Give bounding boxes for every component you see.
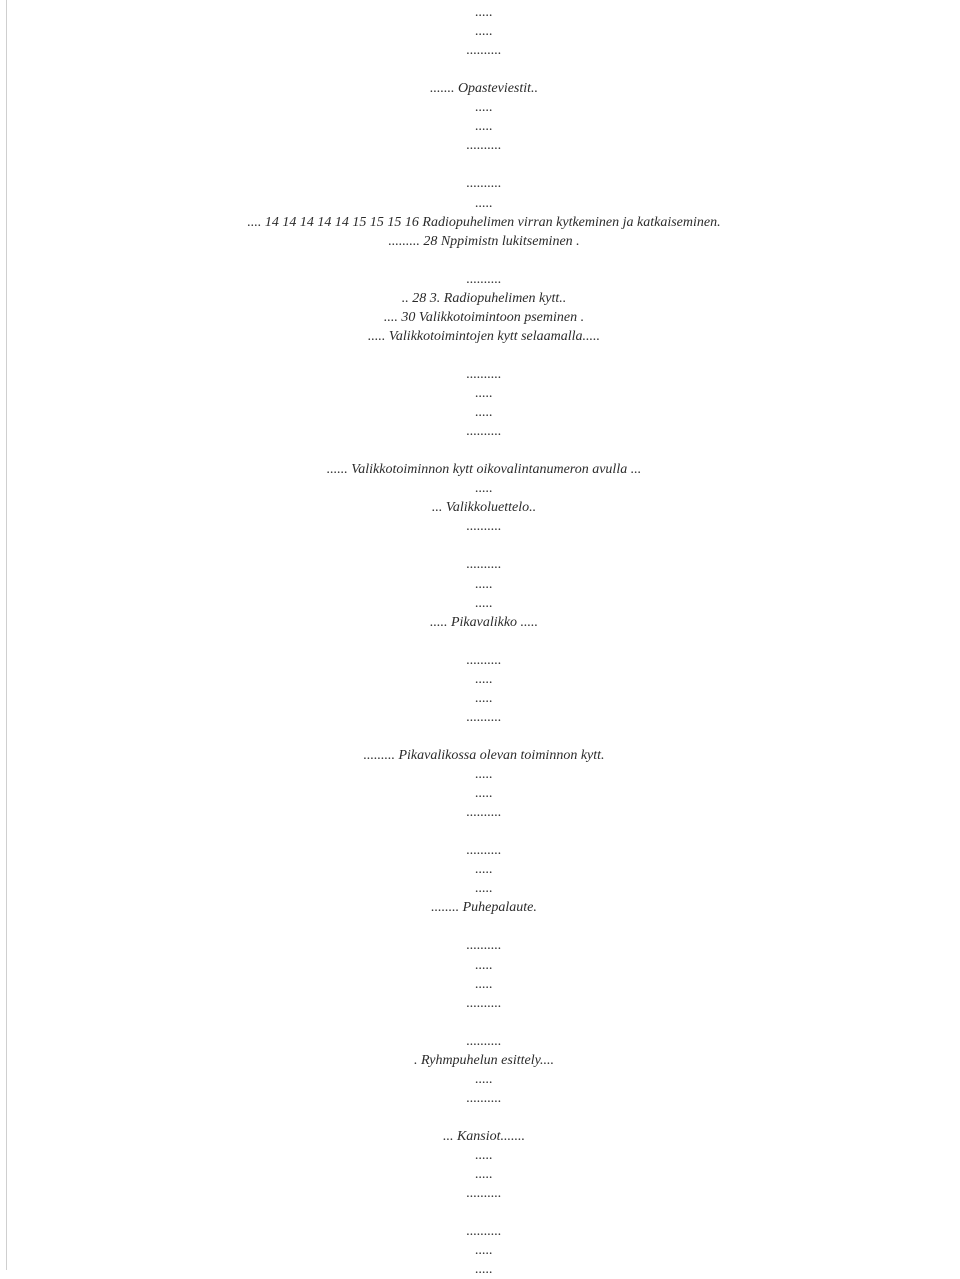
toc-line: ..... [475, 767, 493, 782]
toc-line: ..... [475, 386, 493, 401]
toc-line: ........ Puhepalaute. [431, 900, 537, 915]
toc-line: .......... [466, 176, 502, 191]
toc-line: .......... [466, 1224, 502, 1239]
toc-line: ..... [475, 119, 493, 134]
toc-line: ..... [475, 881, 493, 896]
toc-line [7, 537, 960, 555]
toc-line: .......... [466, 1091, 502, 1106]
toc-line: .......... [466, 1186, 502, 1201]
toc-line: ..... Pikavalikko ..... [429, 615, 539, 630]
toc-line: .. 28 3. Radiopuhelimen kytt.. [401, 291, 567, 306]
toc-line [7, 918, 960, 936]
toc-line [7, 347, 960, 365]
toc-line: .......... [466, 424, 502, 439]
toc-line: .......... [466, 843, 502, 858]
toc-line: ..... [475, 977, 493, 992]
toc-line: .... 14 14 14 14 14 15 15 15 16 Radiopuhelimen virran kytkeminen ja katkaiseminen. [247, 215, 721, 230]
document-page [6, 0, 960, 1277]
toc-line [7, 1204, 960, 1222]
toc-line [7, 442, 960, 460]
toc-line: ..... [475, 862, 493, 877]
toc-line: .... 30 Valikkotoimintoon pseminen . [383, 310, 585, 325]
toc-line: . Ryhmpuhelun esittely.... [413, 1053, 555, 1068]
toc-line: ..... [475, 672, 493, 687]
toc-line [7, 1014, 960, 1032]
toc-line [7, 633, 960, 651]
toc-line: ..... [475, 1148, 493, 1163]
toc-line: ......... Pikavalikossa olevan toiminnon kytt. [363, 748, 605, 763]
toc-line: ..... [475, 1243, 493, 1258]
toc-line: .......... [466, 805, 502, 820]
toc-line: ..... [475, 577, 493, 592]
toc-line: .......... [466, 653, 502, 668]
toc-line: .......... [466, 272, 502, 287]
toc-line: ......... 28 Nppimistn lukitseminen . [388, 234, 580, 249]
toc-line: ..... [475, 596, 493, 611]
toc-line: ....... Opasteviestit.. [429, 81, 539, 96]
toc-line: .......... [466, 43, 502, 58]
toc-line: .......... [466, 938, 502, 953]
toc-line [7, 61, 960, 79]
toc-line: ..... [475, 786, 493, 801]
toc-line: ..... [475, 1072, 493, 1087]
toc-line: ..... [475, 1262, 493, 1277]
toc-line: ..... [475, 405, 493, 420]
toc-line: ..... [475, 24, 493, 39]
toc-line: .......... [466, 519, 502, 534]
toc-line: .......... [466, 710, 502, 725]
toc-line: ... Kansiot....... [442, 1129, 526, 1144]
toc-line: ... Valikkoluettelo.. [431, 500, 537, 515]
toc-line: ..... [475, 1167, 493, 1182]
toc-line [7, 728, 960, 746]
toc-line: .......... [466, 557, 502, 572]
toc-line: ..... [475, 5, 493, 20]
toc-line [7, 823, 960, 841]
toc-line: .......... [466, 138, 502, 153]
toc-line: ..... Valikkotoimintojen kytt selaamalla..... [367, 329, 601, 344]
toc-line: ...... Valikkotoiminnon kytt oikovalintanumeron avulla ... [326, 462, 642, 477]
toc-line [7, 252, 960, 270]
table-of-contents [7, 0, 960, 1277]
toc-line: ..... [475, 481, 493, 496]
toc-line: .......... [466, 1034, 502, 1049]
toc-line [7, 1109, 960, 1127]
toc-line: .......... [466, 367, 502, 382]
toc-line: ..... [475, 958, 493, 973]
toc-line: ..... [475, 100, 493, 115]
toc-line: ..... [475, 196, 493, 211]
toc-line: .......... [466, 996, 502, 1011]
toc-line [7, 156, 960, 174]
toc-line: ..... [475, 691, 493, 706]
